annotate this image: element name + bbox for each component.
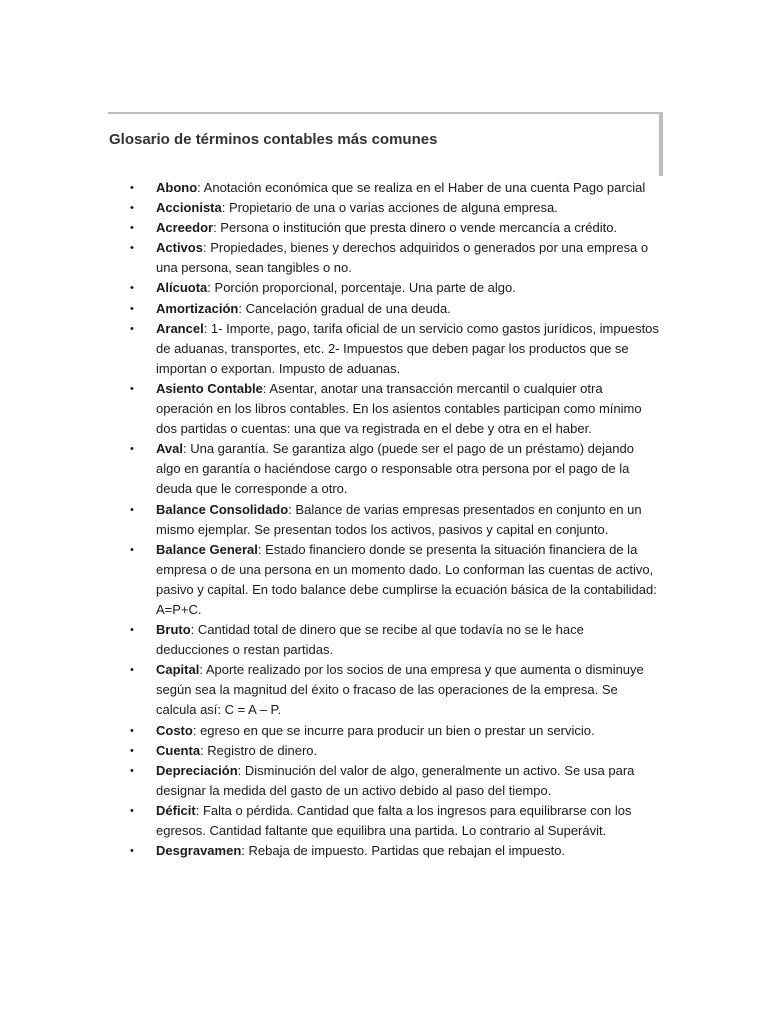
glossary-entry [130,319,660,379]
bullet-icon: • [130,804,134,817]
glossary-definition: : Una garantía. Se garantiza algo (puede ser el pago de un préstamo) dejando algo en garantía o haciéndose cargo o responsable otra persona por el pago de la deuda que le corresponde a otro. [156,441,634,497]
glossary-definition: : Asentar, anotar una transacción mercantil o cualquier otra operación en los libros contables. En los asientos contables participan como mínimo dos partidas o cuentas: una que va registrada en el debe y otra en el haber. [156,380,642,437]
glossary-entry [130,198,660,218]
bullet-icon: • [130,503,134,516]
glossary-term: Asiento Contable [156,380,263,396]
bullet-icon: • [130,624,134,637]
glossary-entry [130,238,660,278]
side-divider [659,112,663,176]
bullet-icon: • [130,845,134,858]
glossary-term: Cuenta [156,742,201,758]
glossary-term: Activos [156,240,203,256]
bullet-icon: • [130,282,134,295]
glossary-term: Depreciación [156,762,238,778]
bullet-icon: • [130,222,134,235]
glossary-term: Déficit [156,802,196,818]
glossary-entry [130,660,660,720]
glossary-term: Accionista [156,200,222,216]
bullet-icon: • [130,182,134,194]
glossary-term: Acreedor [156,220,214,236]
glossary-term: Arancel [156,320,204,336]
document-title: Glosario de términos contables más comunes [109,131,438,148]
glossary-entry [130,741,660,761]
glossary-term: Desgravamen [156,843,242,859]
glossary-definition: : Anotación económica que se realiza en el Haber de una cuenta Pago parcial [197,180,646,195]
glossary-definition: : 1- Importe, pago, tarifa oficial de un servicio como gastos jurídicos, impuestos de aduanas, transportes, etc. 2- Impuestos que deben pagar los productos que se importan o exportan. Impusto de aduanas. [156,320,659,376]
glossary-definition: : Aporte realizado por los socios de una empresa y que aumenta o disminuye según sea la magnitud del éxito o fracaso de las operaciones de la empresa. Se calcula así: C = A – P. [156,662,644,718]
glossary-definition: : Registro de dinero. [200,742,318,758]
glossary-definition: : Cancelación gradual de una deuda. [238,300,451,316]
glossary-term: Balance General [156,541,258,557]
glossary-entry [130,721,660,741]
glossary-entry [130,500,660,540]
glossary-term: Abono [156,180,198,195]
glossary-entry [130,761,660,801]
glossary-definition: : Propietario de una o varias acciones de alguna empresa. [221,200,558,216]
glossary-entry [130,218,660,238]
glossary-term: Capital [156,662,200,678]
bullet-icon: • [130,543,134,556]
glossary-term: Balance Consolidado [156,501,289,517]
glossary-entry [130,841,660,861]
bullet-icon: • [130,322,134,335]
glossary-term: Aval [156,441,183,457]
top-divider [108,112,662,114]
glossary-definition: : Cantidad total de dinero que se recibe al que todavía no se le hace deducciones o restan partidas. [156,622,584,658]
glossary-entry [130,379,660,439]
bullet-icon: • [130,744,134,757]
glossary-entry [130,178,660,198]
glossary-entry [130,801,660,841]
glossary-term: Costo [156,722,193,738]
glossary-term: Amortización [156,300,239,316]
glossary-entry [130,299,660,319]
glossary-definition: : Disminución del valor de algo, generalmente un activo. Se usa para designar la medida del gasto de un activo debido al paso del tiempo. [156,762,635,798]
glossary-list [130,178,660,861]
glossary-definition: : Rebaja de impuesto. Partidas que rebajan el impuesto. [241,843,566,859]
bullet-icon: • [130,664,134,677]
glossary-definition: : Estado financiero donde se presenta la situación financiera de la empresa o de una persona en un momento dado. Lo conforman las cuentas de activo, pasivo y capital. En todo balance debe cumplirse la ecuación básica de la contabilidad: A=P+C. [156,541,657,617]
bullet-icon: • [130,382,134,395]
glossary-definition: : Falta o pérdida. Cantidad que falta a los ingresos para equilibrarse con los egresos. Cantidad faltante que equilibra una partida. Lo contrario al Superávit. [156,802,632,838]
glossary-definition: : Propiedades, bienes y derechos adquiridos o generados por una empresa o una persona, sean tangibles o no. [156,240,649,276]
glossary-entry [130,540,660,620]
glossary-entry [130,278,660,298]
glossary-definition: : Porción proporcional, porcentaje. Una parte de algo. [207,280,516,296]
bullet-icon: • [130,242,134,255]
bullet-icon: • [130,443,134,456]
bullet-icon: • [130,302,134,315]
glossary-definition: : egreso en que se incurre para producir un bien o prestar un servicio. [192,722,595,738]
glossary-term: Alícuota [156,280,208,296]
glossary-term: Bruto [156,622,191,638]
glossary-definition: : Persona o institución que presta dinero o vende mercancía a crédito. [213,220,618,236]
glossary-entry [130,439,660,499]
glossary-entry [130,620,660,660]
bullet-icon: • [130,764,134,777]
glossary-definition: : Balance de varias empresas presentados en conjunto en un mismo ejemplar. Se presentan todos los activos, pasivos y capital en conjunto. [156,501,642,537]
bullet-icon: • [130,202,134,215]
bullet-icon: • [130,724,134,737]
